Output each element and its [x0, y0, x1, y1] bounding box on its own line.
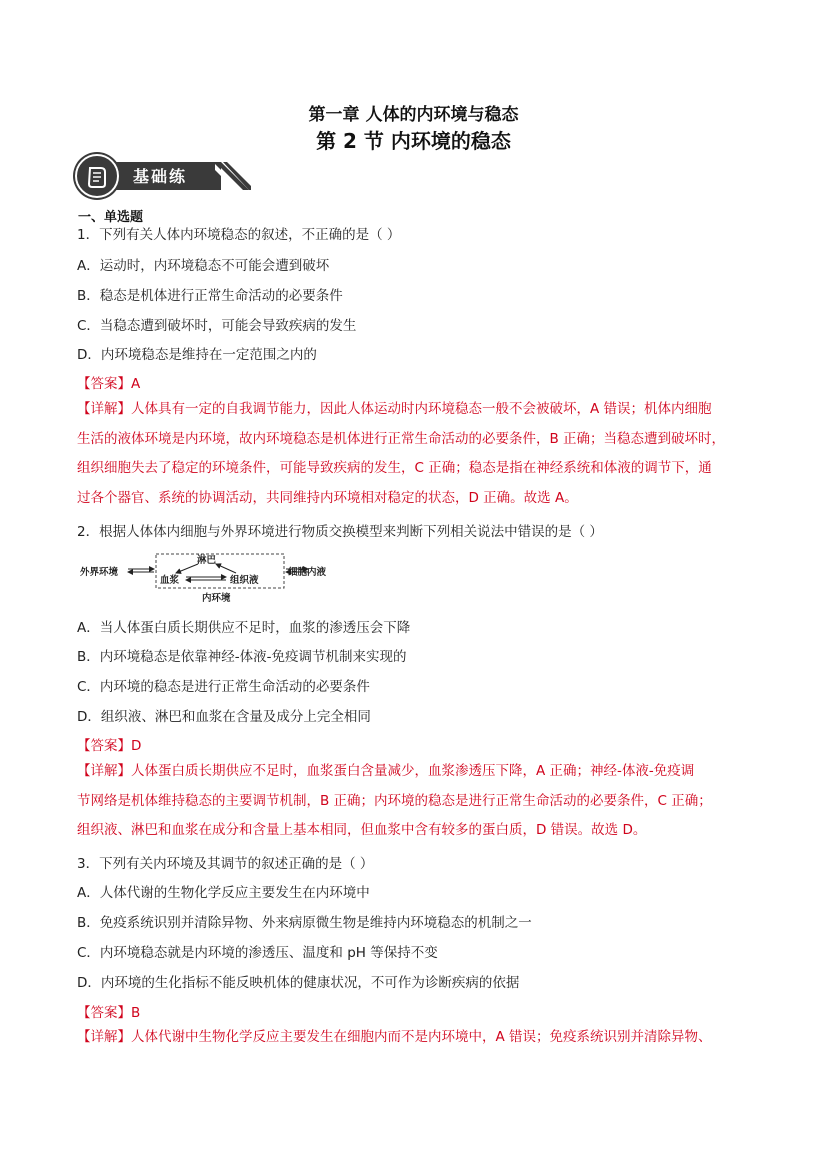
explanation-line: 【详解】人体蛋白质长期供应不足时，血浆蛋白含量减少，血浆渗透压下降，A 正确；神经-体液-免疫调 — [77, 763, 695, 779]
question-2-stem: 2．根据人体体内细胞与外界环境进行物质交换模型来判断下列相关说法中错误的是（ ） — [77, 524, 603, 540]
question-3-option-d: D．内环境的生化指标不能反映机体的健康状况，不可作为诊断疾病的依据 — [77, 975, 520, 991]
question-3-option-a: A．人体代谢的生物化学反应主要发生在内环境中 — [77, 885, 370, 901]
question-1-answer: 【答案】A — [77, 376, 141, 392]
question-3-option-b: B．免疫系统识别并清除异物、外来病原微生物是维持内环境稳态的机制之一 — [77, 915, 532, 931]
question-3-answer: 【答案】B — [77, 1005, 141, 1021]
question-3-stem: 3．下列有关内环境及其调节的叙述正确的是（ ） — [77, 856, 374, 872]
chapter-title: 第一章 人体的内环境与稳态 — [308, 105, 519, 125]
question-1-explanation — [77, 395, 753, 513]
explanation-line: 【详解】人体代谢中生物化学反应主要发生在细胞内而不是内环境中，A 错误；免疫系统识别并清除异物、 — [77, 1029, 712, 1045]
exercise-banner — [75, 152, 250, 200]
explanation-line: 过各个器官、系统的协调活动，共同维持内环境相对稳定的状态，D 正确。故选 A。 — [77, 489, 578, 506]
section-title: 第 2 节 内环境的稳态 — [316, 129, 511, 153]
question-1-option-c: C．当稳态遭到破坏时，可能会导致疾病的发生 — [77, 318, 357, 334]
question-1-option-b: B．稳态是机体进行正常生命活动的必要条件 — [77, 288, 343, 304]
question-1-stem: 1．下列有关人体内环境稳态的叙述，不正确的是（ ） — [77, 227, 401, 243]
diagram-label-intracellular: 细胞内液 — [288, 567, 327, 578]
explanation-line: 节网络是机体维持稳态的主要调节机制，B 正确；内环境的稳态是进行正常生命活动的必要条件，C 正确； — [77, 792, 712, 809]
explanation-line: 【详解】人体具有一定的自我调节能力，因此人体运动时内环境稳态一般不会被破坏，A 错误；机体内细胞 — [77, 401, 712, 417]
explanation-line: 生活的液体环境是内环境，故内环境稳态是机体进行正常生命活动的必要条件，B 正确；当稳态遭到破坏时， — [77, 430, 726, 447]
question-2-option-a: A．当人体蛋白质长期供应不足时，血浆的渗透压会下降 — [77, 620, 411, 636]
diagram-label-inner: 内环境 — [202, 593, 231, 604]
question-2-option-b: B．内环境稳态是依靠神经-体液-免疫调节机制来实现的 — [77, 649, 407, 665]
question-2-explanation — [77, 757, 753, 846]
question-2-answer: 【答案】D — [77, 738, 142, 754]
diagram-label-outside: 外界环境 — [80, 567, 119, 578]
question-2-option-d: D．组织液、淋巴和血浆在含量及成分上完全相同 — [77, 709, 371, 725]
diagram-label-plasma: 血浆 — [160, 575, 180, 586]
question-1-option-d: D．内环境稳态是维持在一定范围之内的 — [77, 347, 317, 363]
banner-label: 基础练 — [133, 167, 188, 186]
scroll-icon — [75, 154, 119, 198]
question-3-explanation — [77, 1023, 753, 1053]
explanation-line: 组织液、淋巴和血浆在成分和含量上基本相同，但血浆中含有较多的蛋白质，D 错误。故选 D。 — [77, 822, 647, 838]
stripes-decoration — [215, 162, 251, 190]
explanation-line: 组织细胞失去了稳定的环境条件，可能导致疾病的发生，C 正确；稳态是指在神经系统和体液的调节下，通 — [77, 460, 712, 476]
diagram-label-tissue-fluid: 组织液 — [230, 575, 259, 586]
question-2-option-c: C．内环境的稳态是进行正常生命活动的必要条件 — [77, 679, 370, 695]
question-1-option-a: A．运动时，内环境稳态不可能会遭到破坏 — [77, 258, 330, 274]
diagram-label-lymph: 淋巴 — [197, 555, 217, 566]
section-heading: 一、单选题 — [78, 210, 144, 225]
question-3-option-c: C．内环境稳态就是内环境的渗透压、温度和 pH 等保持不变 — [77, 945, 438, 961]
exchange-diagram — [80, 552, 335, 602]
